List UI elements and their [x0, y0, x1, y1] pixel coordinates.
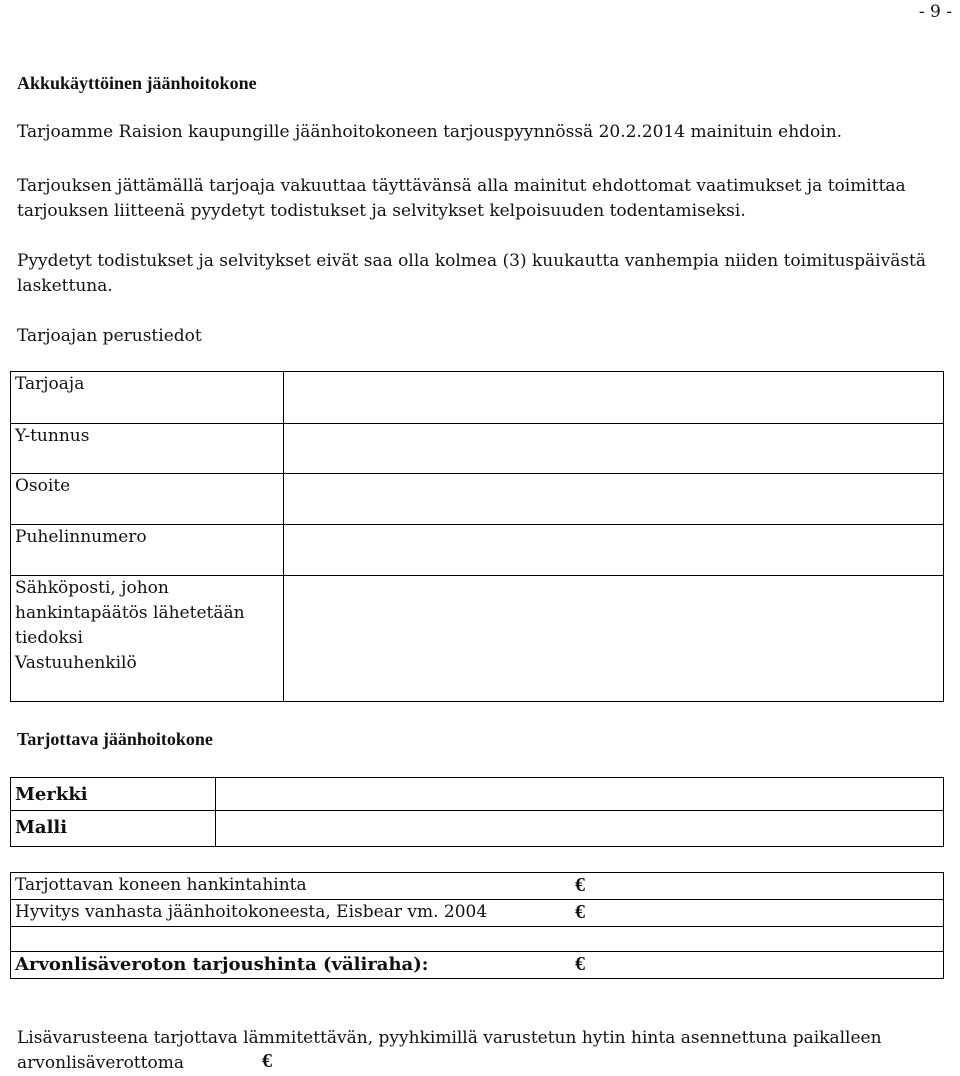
table-row	[11, 424, 944, 474]
machine-title: Tarjottava jäänhoitokone	[17, 729, 213, 749]
price-field[interactable]	[571, 873, 944, 900]
table-row	[11, 576, 944, 702]
malli-field[interactable]	[216, 811, 944, 847]
extra-euro-symbol[interactable]: €	[262, 1050, 272, 1072]
row-label-y-tunnus: Y-tunnus	[11, 424, 284, 474]
commitment-line-2: tarjouksen liitteenä pyydetyt todistukset ja selvitykset kelpoisuuden todentamiseksi.	[17, 201, 746, 221]
basic-info-title: Tarjoajan perustiedot	[17, 326, 202, 346]
total-field[interactable]	[571, 952, 944, 979]
merkki-field[interactable]	[216, 778, 944, 811]
osoite-field[interactable]	[284, 474, 944, 525]
refund-label: Hyvitys vanhasta jäänhoitokoneesta, Eisbear vm. 2004	[11, 900, 572, 927]
email-label-line-3: tiedoksi	[15, 628, 83, 648]
tarjoaja-field[interactable]	[284, 372, 944, 424]
machine-table	[10, 777, 944, 847]
email-label-line-1: Sähköposti, johon	[15, 578, 169, 598]
y-tunnus-field[interactable]	[284, 424, 944, 474]
contact-label: Vastuuhenkilö	[15, 653, 137, 673]
table-row	[11, 900, 944, 927]
row-label-malli: Malli	[11, 811, 216, 847]
table-row	[11, 525, 944, 576]
validity-line-2: laskettuna.	[17, 276, 113, 296]
spacer-cell	[11, 927, 944, 952]
row-label-puhelinnumero: Puhelinnumero	[11, 525, 284, 576]
total-label: Arvonlisäveroton tarjoushinta (väliraha):	[11, 952, 572, 979]
commitment-line-1: Tarjouksen jättämällä tarjoaja vakuuttaa täyttävänsä alla mainitut ehdottomat vaatimukset ja toimittaa	[17, 176, 906, 196]
euro-symbol: €	[575, 953, 585, 975]
euro-symbol: €	[575, 901, 585, 923]
pricing-table	[10, 872, 944, 979]
puhelinnumero-field[interactable]	[284, 525, 944, 576]
validity-line-1: Pyydetyt todistukset ja selvitykset eivät saa olla kolmea (3) kuukautta vanhempia niiden toimituspäivästä	[17, 251, 927, 271]
table-row	[11, 811, 944, 847]
email-label-line-2: hankintapäätös lähetetään	[15, 603, 245, 623]
euro-symbol: €	[575, 874, 585, 896]
row-label-email-contact	[11, 576, 284, 702]
table-row	[11, 778, 944, 811]
extra-line-1: Lisävarusteena tarjottava lämmitettävän, pyyhkimillä varustetun hytin hinta asennettuna paikalleen	[17, 1028, 882, 1048]
row-label-tarjoaja: Tarjoaja	[11, 372, 284, 424]
refund-field[interactable]	[571, 900, 944, 927]
table-row	[11, 372, 944, 424]
table-row	[11, 474, 944, 525]
row-label-osoite: Osoite	[11, 474, 284, 525]
email-contact-field[interactable]	[284, 576, 944, 702]
basic-info-table	[10, 371, 944, 702]
intro-text: Tarjoamme Raision kaupungille jäänhoitokoneen tarjouspyynnössä 20.2.2014 mainituin ehdoin.	[17, 122, 843, 142]
price-label: Tarjottavan koneen hankintahinta	[11, 873, 572, 900]
document-heading: Akkukäyttöinen jäänhoitokone	[17, 73, 257, 93]
table-row	[11, 873, 944, 900]
page-number: - 9 -	[918, 2, 952, 22]
table-row	[11, 927, 944, 952]
row-label-merkki: Merkki	[11, 778, 216, 811]
extra-line-2: arvonlisäverottoma	[17, 1053, 184, 1073]
table-row	[11, 952, 944, 979]
